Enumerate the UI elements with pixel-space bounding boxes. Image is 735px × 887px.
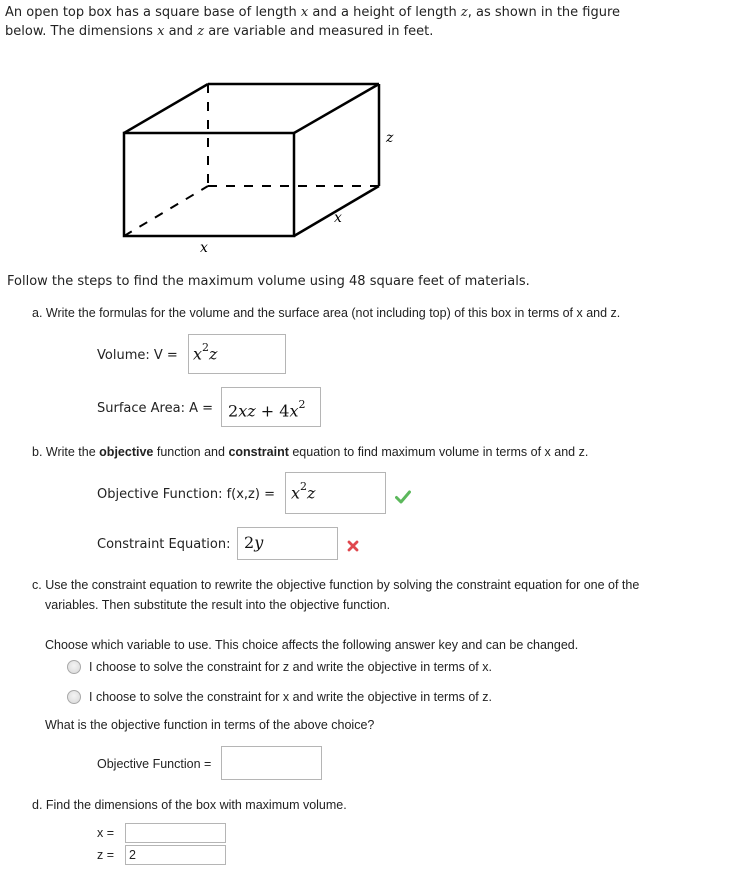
intro-text: An open top box has a square base of length <box>5 5 297 20</box>
constraint-equation-input[interactable] <box>237 527 338 560</box>
z-dimension-label: z = <box>97 848 115 862</box>
surface-area-input[interactable] <box>221 387 321 427</box>
x-icon <box>347 540 359 552</box>
intro-text: are variable and measured in feet. <box>208 24 434 39</box>
volume-label: Volume: V = <box>97 348 178 363</box>
part-d-prompt: d. Find the dimensions of the box with maximum volume. <box>32 798 347 812</box>
intro-text: and a height of length <box>312 5 457 20</box>
label-height-z: z <box>386 130 394 146</box>
x-dimension-label: x = <box>97 826 115 840</box>
constraint-equation-value: 2y <box>244 533 264 552</box>
part-a-prompt: a. Write the formulas for the volume and the surface area (not including top) of this box in terms of x and z. <box>32 306 621 320</box>
part-b-prompt <box>32 445 588 459</box>
x-dimension-input[interactable] <box>125 823 226 843</box>
radio-option-x-label[interactable]: I choose to solve the constraint for x and write the objective in terms of z. <box>89 690 492 704</box>
prompt-text: equation to find maximum volume in terms of x and z. <box>292 445 589 459</box>
var-x: x <box>157 24 165 39</box>
var-z: z <box>197 24 205 39</box>
radio-option-z-label[interactable]: I choose to solve the constraint for z and write the objective in terms of x. <box>89 660 492 674</box>
part-c-prompt-line-2: variables. Then substitute the result into the objective function. <box>45 598 391 612</box>
var-x: x <box>300 5 309 20</box>
intro-text: below. The dimensions <box>5 24 153 39</box>
prompt-bold-objective: objective <box>99 445 154 459</box>
objective-function-c-input[interactable] <box>221 746 322 780</box>
box-figure <box>0 0 735 270</box>
prompt-bold-constraint: constraint <box>228 445 289 459</box>
intro-text: , as shown in the figure <box>467 5 621 20</box>
surface-area-value: $2xz + 4x^2$ <box>228 398 306 421</box>
objective-function-value: $x^2z$ <box>291 480 316 503</box>
prompt-text: b. Write the <box>32 445 96 459</box>
objective-function-c-label: Objective Function = <box>97 757 212 771</box>
choose-variable-text: Choose which variable to use. This choice affects the following answer key and can be changed. <box>45 638 579 652</box>
radio-option-x[interactable] <box>67 690 81 704</box>
surface-area-label: Surface Area: A = <box>97 401 214 416</box>
label-width-x: x <box>200 240 208 256</box>
z-dimension-input[interactable]: 2 <box>125 845 226 865</box>
label-depth-x: x <box>334 210 342 226</box>
constraint-equation-label: Constraint Equation: <box>97 537 231 552</box>
objective-function-input[interactable] <box>285 472 386 514</box>
var-z: z <box>460 5 468 20</box>
volume-input[interactable] <box>188 334 286 374</box>
box-edge <box>124 84 208 133</box>
intro-text: and <box>168 24 194 39</box>
box-hidden-edge <box>124 186 208 236</box>
box-front-face <box>124 133 294 236</box>
check-icon <box>395 490 411 504</box>
instructions: Follow the steps to find the maximum volume using 48 square feet of materials. <box>7 274 530 289</box>
box-edge <box>294 84 379 133</box>
volume-value: $x^2z$ <box>193 341 218 364</box>
radio-option-z[interactable] <box>67 660 81 674</box>
objective-function-label: Objective Function: f(x,z) = <box>97 487 275 502</box>
prompt-text: function and <box>156 445 225 459</box>
objective-question: What is the objective function in terms of the above choice? <box>45 718 375 732</box>
part-c-prompt-line-1: c. Use the constraint equation to rewrite the objective function by solving the constraint equation for one of the <box>32 578 640 592</box>
